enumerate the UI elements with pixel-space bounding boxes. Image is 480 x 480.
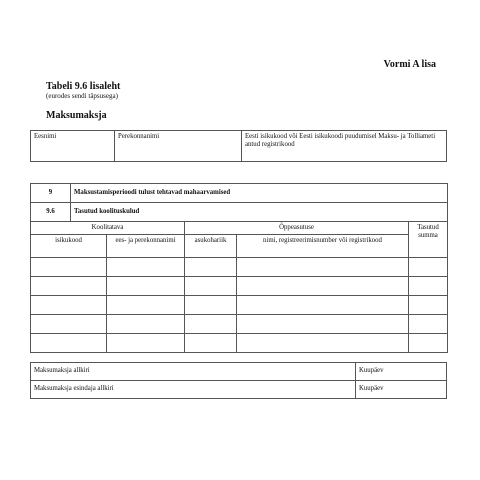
row-9 <box>31 184 448 203</box>
paid-amount-cell[interactable] <box>409 277 448 296</box>
registry-cell[interactable] <box>237 315 409 334</box>
trainee-name-cell[interactable] <box>107 277 185 296</box>
registry-header: nimi, registreerimisnumber või registrikood <box>237 235 409 258</box>
row-9-number: 9 <box>31 184 71 203</box>
representative-signature-label: Maksumaksja esindaja allkiri <box>34 385 114 393</box>
section-heading: Maksumaksja <box>46 110 107 121</box>
country-cell[interactable] <box>185 315 237 334</box>
registry-cell[interactable] <box>237 334 409 353</box>
registry-cell[interactable] <box>237 296 409 315</box>
trainee-name-cell[interactable] <box>107 296 185 315</box>
taxpayer-signature-label: Maksumaksja allkiri <box>34 367 90 375</box>
last-name-label: Perekonnanimi <box>118 133 160 140</box>
page-title: Tabeli 9.6 lisaleht <box>46 81 121 92</box>
representative-signature-row <box>31 381 447 399</box>
last-name-field[interactable] <box>115 131 242 162</box>
paid-amount-cell[interactable] <box>409 258 448 277</box>
registry-cell[interactable] <box>237 277 409 296</box>
trainee-name-header: ees- ja perekonnanimi <box>107 235 185 258</box>
id-code-field[interactable] <box>242 131 447 162</box>
date-label-1: Kuupäev <box>359 367 384 375</box>
table-row <box>31 334 448 353</box>
row-9-6 <box>31 203 448 222</box>
row-9-6-number: 9.6 <box>31 203 71 222</box>
form-label: Vormi A lisa <box>383 59 436 70</box>
registry-cell[interactable] <box>237 258 409 277</box>
training-expenses-table <box>30 183 448 353</box>
table-row <box>31 315 448 334</box>
first-name-field[interactable] <box>31 131 115 162</box>
date-field-1[interactable] <box>356 363 447 381</box>
trainee-group-header: Koolitatava <box>31 222 185 235</box>
paid-amount-header: Tasutud summa <box>409 222 448 258</box>
country-cell[interactable] <box>185 258 237 277</box>
institution-group-header: Õppeasutuse <box>185 222 409 235</box>
date-field-2[interactable] <box>356 381 447 399</box>
table-row <box>31 258 448 277</box>
representative-signature-field[interactable] <box>31 381 356 399</box>
table-row <box>31 296 448 315</box>
personal-code-cell[interactable] <box>31 334 107 353</box>
country-cell[interactable] <box>185 334 237 353</box>
personal-code-cell[interactable] <box>31 315 107 334</box>
signature-table <box>30 362 447 399</box>
first-name-label: Eesnimi <box>34 133 57 140</box>
country-cell[interactable] <box>185 296 237 315</box>
taxpayer-info-table <box>30 130 447 162</box>
group-header-row <box>31 222 448 235</box>
column-header-row <box>31 235 448 258</box>
taxpayer-signature-row <box>31 363 447 381</box>
paid-amount-cell[interactable] <box>409 296 448 315</box>
trainee-name-cell[interactable] <box>107 315 185 334</box>
taxpayer-signature-field[interactable] <box>31 363 356 381</box>
personal-code-cell[interactable] <box>31 277 107 296</box>
paid-amount-cell[interactable] <box>409 334 448 353</box>
id-code-label: Eesti isikukood või Eesti isikukoodi puudumisel Maksu- ja Tolliameti antud registrikood <box>245 133 436 149</box>
personal-code-cell[interactable] <box>31 258 107 277</box>
country-cell[interactable] <box>185 277 237 296</box>
page-subtitle: (eurodes sendi täpsusega) <box>46 92 118 100</box>
trainee-name-cell[interactable] <box>107 258 185 277</box>
table-row <box>31 277 448 296</box>
personal-code-cell[interactable] <box>31 296 107 315</box>
personal-code-header: isikukood <box>31 235 107 258</box>
row-9-label: Maksustamisperioodi tulust tehtavad mahaarvamised <box>71 184 448 203</box>
date-label-2: Kuupäev <box>359 385 384 393</box>
trainee-name-cell[interactable] <box>107 334 185 353</box>
paid-amount-cell[interactable] <box>409 315 448 334</box>
country-header: asukohariik <box>185 235 237 258</box>
row-9-6-label: Tasutud koolituskulud <box>71 203 448 222</box>
